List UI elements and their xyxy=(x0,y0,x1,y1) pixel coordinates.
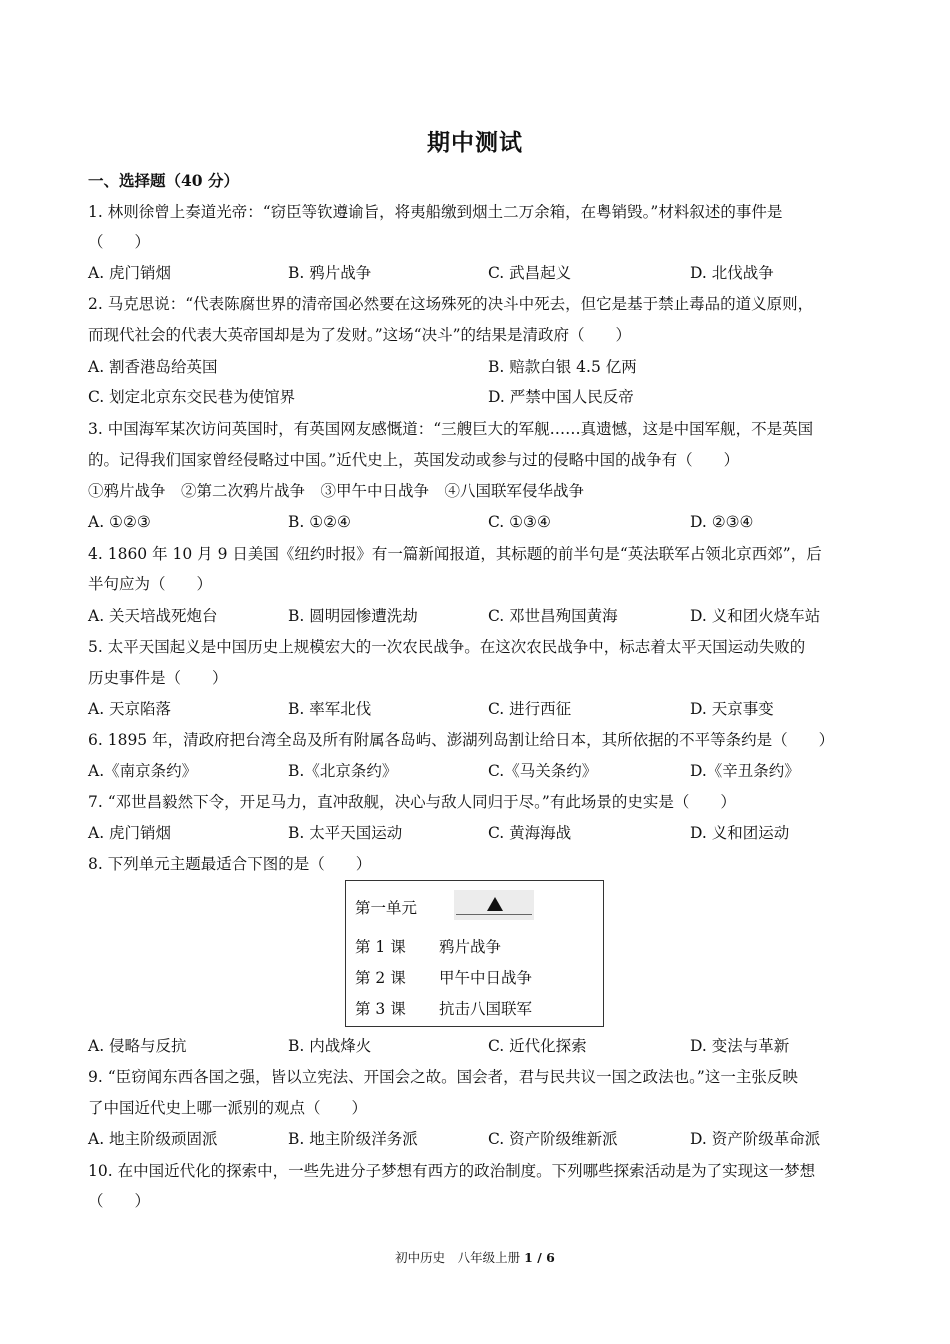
option-a: A. 天京陷落 xyxy=(88,700,172,718)
option-b: B. 圆明园惨遭洗劫 xyxy=(288,607,418,625)
lesson-name: 甲午中日战争 xyxy=(439,969,533,987)
option-d: D. 资产阶级革命派 xyxy=(690,1130,821,1148)
lesson-name: 抗击八国联军 xyxy=(439,1000,533,1018)
question-2-stem-cont: 而现代社会的代表大英帝国却是为了发财。”这场“决斗”的结果是清政府（ ） xyxy=(88,326,632,344)
question-7-options xyxy=(88,823,868,843)
page-title: 期中测试 xyxy=(427,129,523,156)
question-9-stem-cont: 了中国近代史上哪一派别的观点（ ） xyxy=(88,1099,368,1117)
option-b: B. 太平天国运动 xyxy=(288,824,403,842)
option-a: A.《南京条约》 xyxy=(88,762,198,780)
section-heading: 一、选择题（40 分） xyxy=(88,171,239,190)
option-c: C. ①③④ xyxy=(488,513,551,531)
option-a: A. 地主阶级顽固派 xyxy=(88,1130,218,1148)
lesson-number: 第 3 课 xyxy=(355,1000,406,1018)
option-d: D. 义和团运动 xyxy=(690,824,790,842)
question-7-stem: 7. “邓世昌毅然下令，开足马力，直冲敌舰，决心与敌人同归于尽。”有此场景的史实是（ ） xyxy=(88,793,736,811)
blank-underline xyxy=(456,914,532,915)
option-d: D. 义和团火烧车站 xyxy=(690,607,821,625)
question-9-options xyxy=(88,1129,868,1149)
question-2-options-row1 xyxy=(88,357,868,377)
option-c: C. 近代化探索 xyxy=(488,1037,587,1055)
lesson-number: 第 2 课 xyxy=(355,969,406,987)
page-number: 1 / 6 xyxy=(524,1250,555,1265)
question-1-stem: 1. 林则徐曾上奏道光帝：“窃臣等钦遵谕旨，将夷船缴到烟土二万余箱，在粤销毁。”材料叙述的事件是 xyxy=(88,203,783,221)
lesson-number: 第 1 课 xyxy=(355,938,406,956)
option-a: A. 割香港岛给英国 xyxy=(88,358,218,376)
question-4-options xyxy=(88,606,868,626)
option-b: B. 率军北伐 xyxy=(288,700,372,718)
question-3-stem-cont: 的。记得我们国家曾经侵略过中国。”近代史上，英国发动或参与过的侵略中国的战争有（ ） xyxy=(88,451,740,469)
unit-outline-box xyxy=(345,880,604,1027)
question-9-stem: 9. “臣窃闻东西各国之强，皆以立宪法、开国会之故。国会者，君与民共议一国之政法也。”这一主张反映 xyxy=(88,1068,798,1086)
option-d: D. 天京事变 xyxy=(690,700,774,718)
option-b: B. 地主阶级洋务派 xyxy=(288,1130,418,1148)
unit-theme-blank xyxy=(454,890,534,920)
question-8-options xyxy=(88,1036,868,1056)
question-6-options xyxy=(88,761,868,781)
triangle-icon xyxy=(487,897,503,911)
question-8-stem: 8. 下列单元主题最适合下图的是（ ） xyxy=(88,855,372,873)
option-a: A. 侵略与反抗 xyxy=(88,1037,187,1055)
option-d: D.《辛丑条约》 xyxy=(690,762,800,780)
option-c: C. 武昌起义 xyxy=(488,264,572,282)
question-3-items: ①鸦片战争 ②第二次鸦片战争 ③甲午中日战争 ④八国联军侵华战争 xyxy=(88,482,585,500)
question-6-stem: 6. 1895 年，清政府把台湾全岛及所有附属各岛屿、澎湖列岛割让给日本，其所依据的不平等条约是（ ） xyxy=(88,731,835,749)
question-10-stem: 10. 在中国近代化的探索中，一些先进分子梦想有西方的政治制度。下列哪些探索活动是为了实现这一梦想 xyxy=(88,1162,816,1180)
option-c: C. 邓世昌殉国黄海 xyxy=(488,607,618,625)
question-4-stem-cont: 半句应为（ ） xyxy=(88,575,213,593)
question-2-stem: 2. 马克思说：“代表陈腐世界的清帝国必然要在这场殊死的决斗中死去，但它是基于禁止毒品的道义原则， xyxy=(88,295,814,313)
question-5-options xyxy=(88,699,868,719)
question-3-stem: 3. 中国海军某次访问英国时，有英国网友感慨道：“三艘巨大的军舰……真遗憾，这是中国军舰，不是英国 xyxy=(88,420,814,438)
option-a: A. ①②③ xyxy=(88,513,151,531)
lesson-name: 鸦片战争 xyxy=(439,938,502,956)
option-d: D. ②③④ xyxy=(690,513,754,531)
unit-label: 第一单元 xyxy=(355,899,418,917)
option-a: A. 关天培战死炮台 xyxy=(88,607,218,625)
question-10-stem-cont: （ ） xyxy=(88,1192,151,1210)
option-a: A. 虎门销烟 xyxy=(88,264,172,282)
option-b: B. ①②④ xyxy=(288,513,351,531)
question-1-stem-cont: （ ） xyxy=(88,233,151,251)
option-c: C. 划定北京东交民巷为使馆界 xyxy=(88,388,296,406)
question-2-options-row2 xyxy=(88,387,868,407)
option-d: D. 严禁中国人民反帝 xyxy=(488,388,634,406)
option-d: D. 变法与革新 xyxy=(690,1037,790,1055)
option-c: C.《马关条约》 xyxy=(488,762,598,780)
question-5-stem: 5. 太平天国起义是中国历史上规模宏大的一次农民战争。在这次农民战争中，标志着太平天国运动失败的 xyxy=(88,638,806,656)
option-b: B.《北京条约》 xyxy=(288,762,398,780)
question-4-stem: 4. 1860 年 10 月 9 日美国《纽约时报》有一篇新闻报道，其标题的前半句是“英法联军占领北京西郊”，后 xyxy=(88,545,822,563)
option-a: A. 虎门销烟 xyxy=(88,824,172,842)
option-b: B. 赔款白银 4.5 亿两 xyxy=(488,358,637,376)
option-c: C. 资产阶级维新派 xyxy=(488,1130,618,1148)
question-1-options xyxy=(88,263,868,283)
question-5-stem-cont: 历史事件是（ ） xyxy=(88,669,228,687)
footer-subject: 初中历史 八年级上册 xyxy=(395,1250,521,1265)
option-b: B. 鸦片战争 xyxy=(288,264,372,282)
option-c: C. 进行西征 xyxy=(488,700,572,718)
option-b: B. 内战烽火 xyxy=(288,1037,372,1055)
option-c: C. 黄海海战 xyxy=(488,824,572,842)
question-3-options xyxy=(88,512,868,532)
option-d: D. 北伐战争 xyxy=(690,264,774,282)
page-footer xyxy=(0,1248,950,1266)
